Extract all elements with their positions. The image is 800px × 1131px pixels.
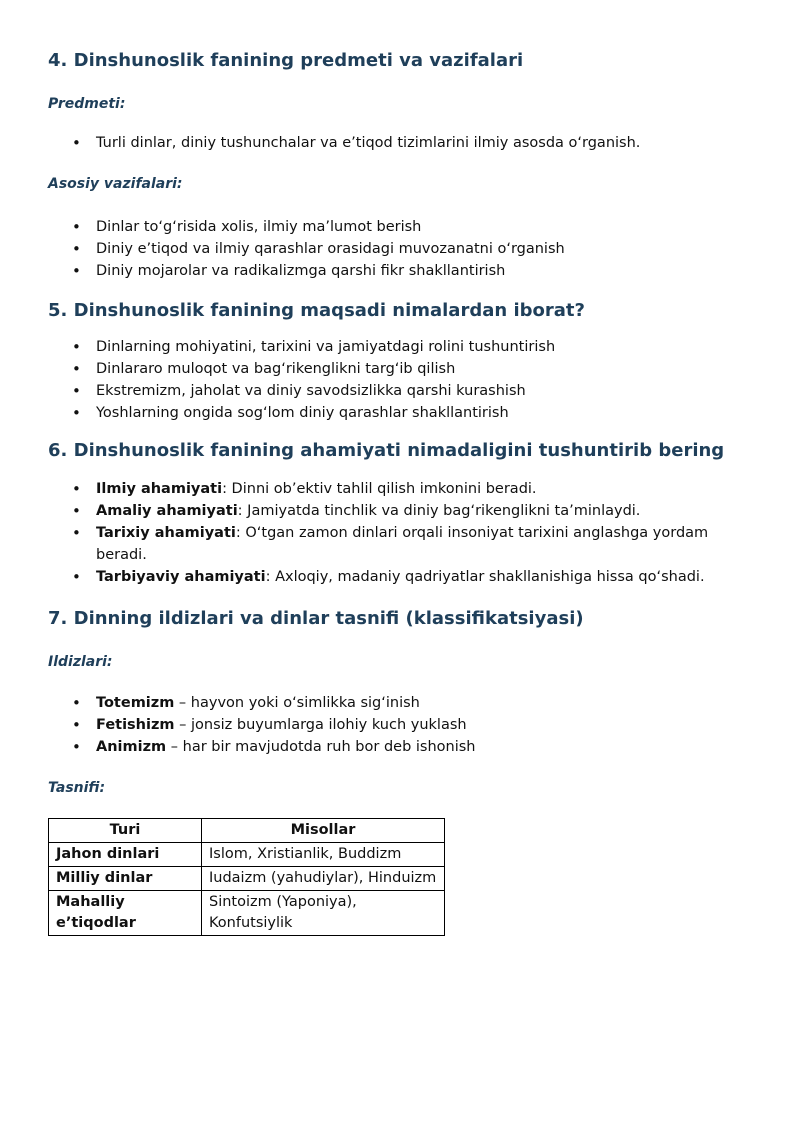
list-item: • Dinlarning mohiyatini, tarixini va jamiyatdagi rolini tushuntirish bbox=[48, 336, 748, 358]
list-item bbox=[48, 692, 748, 714]
list-item: • Turli dinlar, diniy tushunchalar va e’tiqod tizimlarini ilmiy asosda o‘rganish. bbox=[48, 132, 748, 154]
tasnif-table bbox=[48, 818, 445, 936]
vazifalari-label: Asosiy vazifalari: bbox=[48, 176, 183, 192]
term: Tarixiy ahamiyati bbox=[96, 525, 236, 541]
header-misollar: Misollar bbox=[202, 819, 445, 843]
definition: – har bir mavjudotda ruh bor deb ishonish bbox=[166, 739, 476, 755]
list-item: • Dinlararo muloqot va bag‘rikenglikni targ‘ib qilish bbox=[48, 358, 748, 380]
list-item bbox=[48, 736, 748, 758]
definition: : Axloqiy, madaniy qadriyatlar shakllanishiga hissa qo‘shadi. bbox=[265, 569, 705, 585]
section-5-title: 5. Dinshunoslik fanining maqsadi nimalardan iborat? bbox=[48, 300, 585, 321]
list-item bbox=[48, 566, 748, 588]
table-cell-examples: Iudaizm (yahudiylar), Hinduizm bbox=[202, 867, 445, 891]
ildizlari-label: Ildizlari: bbox=[48, 654, 113, 670]
table-header-row bbox=[49, 819, 445, 843]
table-cell-type: Milliy dinlar bbox=[49, 867, 202, 891]
table-cell-examples: Sintoizm (Yaponiya), Konfutsiylik bbox=[202, 891, 445, 936]
table-row bbox=[49, 843, 445, 867]
header-turi: Turi bbox=[49, 819, 202, 843]
list-item: • Yoshlarning ongida sog‘lom diniy qarashlar shakllantirish bbox=[48, 402, 748, 424]
term: Totemizm bbox=[96, 695, 175, 711]
definition: : Jamiyatda tinchlik va diniy bag‘rikenglikni ta’minlaydi. bbox=[237, 503, 641, 519]
table-cell-type: Mahalliy e’tiqodlar bbox=[49, 891, 202, 936]
term: Fetishizm bbox=[96, 717, 175, 733]
tasnifi-label: Tasnifi: bbox=[48, 780, 106, 796]
definition: : O‘tgan zamon dinlari orqali insoniyat tarixini anglashga yordam beradi. bbox=[96, 525, 709, 563]
table-row bbox=[49, 891, 445, 936]
list-item: • Diniy mojarolar va radikalizmga qarshi fikr shakllantirish bbox=[48, 260, 748, 282]
predmeti-label: Predmeti: bbox=[48, 96, 126, 112]
term: Ilmiy ahamiyati bbox=[96, 481, 223, 497]
section-6-title: 6. Dinshunoslik fanining ahamiyati nimadaligini tushuntirib bering bbox=[48, 440, 725, 461]
definition: – jonsiz buyumlarga ilohiy kuch yuklash bbox=[174, 717, 467, 733]
ahamiyat-list bbox=[48, 478, 748, 588]
table-cell-type: Jahon dinlari bbox=[49, 843, 202, 867]
vazifalari-list bbox=[48, 216, 748, 282]
list-item bbox=[48, 500, 748, 522]
list-item: • Ekstremizm, jaholat va diniy savodsizlikka qarshi kurashish bbox=[48, 380, 748, 402]
term: Tarbiyaviy ahamiyati bbox=[96, 569, 266, 585]
section-4-title: 4. Dinshunoslik fanining predmeti va vazifalari bbox=[48, 50, 524, 71]
definition: : Dinni ob’ektiv tahlil qilish imkonini beradi. bbox=[222, 481, 537, 497]
maqsad-list bbox=[48, 336, 748, 424]
document-page bbox=[48, 48, 748, 936]
list-item bbox=[48, 714, 748, 736]
predmeti-list bbox=[48, 132, 748, 154]
term: Animizm bbox=[96, 739, 167, 755]
definition: – hayvon yoki o‘simlikka sig‘inish bbox=[174, 695, 420, 711]
table-row bbox=[49, 867, 445, 891]
section-7-title: 7. Dinning ildizlari va dinlar tasnifi (klassifikatsiyasi) bbox=[48, 608, 584, 629]
list-item bbox=[48, 522, 748, 566]
list-item: • Diniy e’tiqod va ilmiy qarashlar orasidagi muvozanatni o‘rganish bbox=[48, 238, 748, 260]
table-cell-examples: Islom, Xristianlik, Buddizm bbox=[202, 843, 445, 867]
ildizlari-list bbox=[48, 692, 748, 758]
list-item bbox=[48, 478, 748, 500]
list-item: • Dinlar to‘g‘risida xolis, ilmiy ma’lumot berish bbox=[48, 216, 748, 238]
term: Amaliy ahamiyati bbox=[96, 503, 238, 519]
